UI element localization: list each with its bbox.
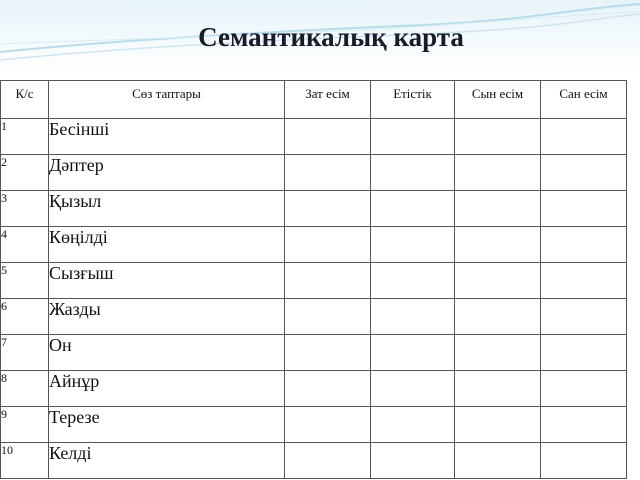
cell-adjective[interactable] — [455, 371, 541, 407]
cell-verb[interactable] — [371, 299, 455, 335]
cell-verb[interactable] — [371, 155, 455, 191]
header-word-classes: Сөз таптары — [49, 81, 285, 119]
row-number: 1 — [1, 119, 49, 155]
table-row — [1, 263, 627, 299]
table-row — [1, 155, 627, 191]
cell-numeral[interactable] — [541, 371, 627, 407]
table-row — [1, 191, 627, 227]
cell-numeral[interactable] — [541, 119, 627, 155]
row-number: 4 — [1, 227, 49, 263]
header-noun: Зат есім — [285, 81, 371, 119]
cell-verb[interactable] — [371, 407, 455, 443]
table-row — [1, 371, 627, 407]
cell-noun[interactable] — [285, 299, 371, 335]
cell-verb[interactable] — [371, 371, 455, 407]
table-row — [1, 119, 627, 155]
cell-noun[interactable] — [285, 335, 371, 371]
row-number: 5 — [1, 263, 49, 299]
cell-numeral[interactable] — [541, 155, 627, 191]
row-word: Терезе — [49, 407, 285, 443]
cell-verb[interactable] — [371, 335, 455, 371]
row-word: Дәптер — [49, 155, 285, 191]
table-row — [1, 443, 627, 479]
row-number: 7 — [1, 335, 49, 371]
row-word: Келді — [49, 443, 285, 479]
row-number: 8 — [1, 371, 49, 407]
table-row — [1, 335, 627, 371]
cell-noun[interactable] — [285, 443, 371, 479]
cell-numeral[interactable] — [541, 227, 627, 263]
row-number: 3 — [1, 191, 49, 227]
cell-adjective[interactable] — [455, 119, 541, 155]
table-row — [1, 227, 627, 263]
cell-adjective[interactable] — [455, 227, 541, 263]
header-adjective: Сын есім — [455, 81, 541, 119]
cell-adjective[interactable] — [455, 155, 541, 191]
cell-noun[interactable] — [285, 227, 371, 263]
cell-numeral[interactable] — [541, 191, 627, 227]
cell-numeral[interactable] — [541, 443, 627, 479]
cell-noun[interactable] — [285, 155, 371, 191]
row-word: Айнұр — [49, 371, 285, 407]
header-verb: Етістік — [371, 81, 455, 119]
row-word: Қызыл — [49, 191, 285, 227]
row-word: Көңілді — [49, 227, 285, 263]
cell-adjective[interactable] — [455, 335, 541, 371]
cell-numeral[interactable] — [541, 263, 627, 299]
semantic-map-table — [0, 80, 627, 479]
row-number: 6 — [1, 299, 49, 335]
header-numeral: Сан есім — [541, 81, 627, 119]
cell-noun[interactable] — [285, 119, 371, 155]
row-number: 2 — [1, 155, 49, 191]
row-word: Бесінші — [49, 119, 285, 155]
row-word: Он — [49, 335, 285, 371]
cell-noun[interactable] — [285, 407, 371, 443]
cell-verb[interactable] — [371, 119, 455, 155]
cell-numeral[interactable] — [541, 407, 627, 443]
cell-noun[interactable] — [285, 263, 371, 299]
table-row — [1, 407, 627, 443]
cell-adjective[interactable] — [455, 191, 541, 227]
cell-verb[interactable] — [371, 443, 455, 479]
row-word: Жазды — [49, 299, 285, 335]
cell-verb[interactable] — [371, 263, 455, 299]
cell-adjective[interactable] — [455, 443, 541, 479]
cell-numeral[interactable] — [541, 299, 627, 335]
cell-adjective[interactable] — [455, 263, 541, 299]
page-title: Семантикалық карта — [198, 22, 464, 52]
cell-adjective[interactable] — [455, 299, 541, 335]
header-row — [1, 81, 627, 119]
cell-numeral[interactable] — [541, 335, 627, 371]
header-num: К/с — [1, 81, 49, 119]
cell-noun[interactable] — [285, 371, 371, 407]
cell-verb[interactable] — [371, 191, 455, 227]
cell-noun[interactable] — [285, 191, 371, 227]
row-word: Сызғыш — [49, 263, 285, 299]
cell-verb[interactable] — [371, 227, 455, 263]
row-number: 9 — [1, 407, 49, 443]
row-number: 10 — [1, 443, 49, 479]
table-row — [1, 299, 627, 335]
cell-adjective[interactable] — [455, 407, 541, 443]
